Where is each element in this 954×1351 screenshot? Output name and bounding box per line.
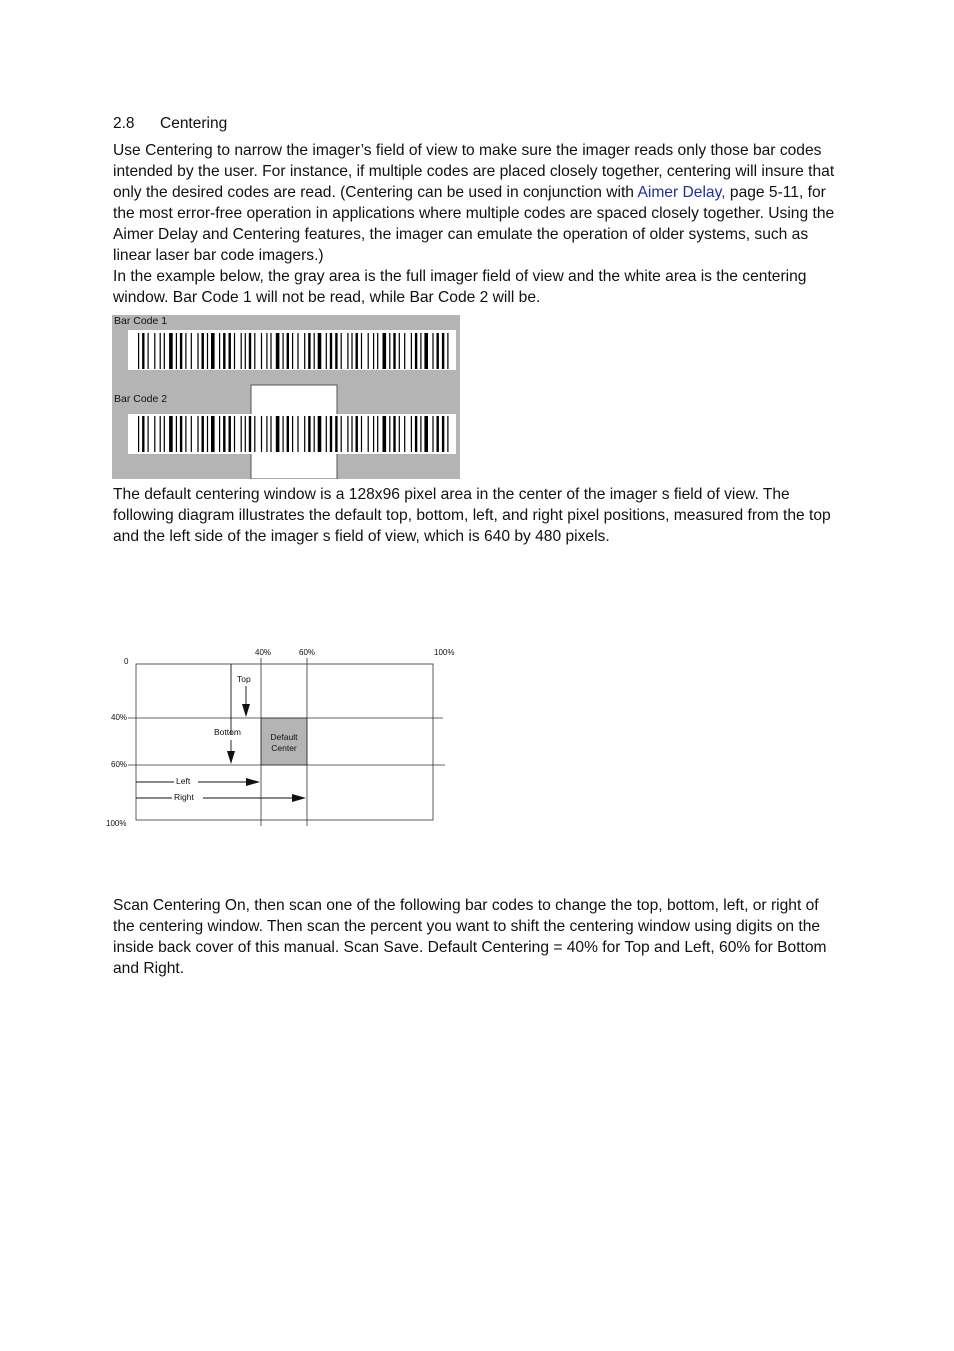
barcode-stripe [148, 416, 149, 452]
barcode-stripe [383, 333, 387, 369]
barcode-stripe [207, 416, 208, 452]
top-tick-40: 40% [255, 648, 272, 657]
intro-paragraph [113, 140, 843, 266]
barcode-stripe [169, 333, 173, 369]
barcode-stripe [292, 416, 293, 452]
barcode-stripe [432, 416, 433, 452]
barcode-stripe [335, 416, 337, 452]
intro-text-start: Use Centering to narrow the imager’s field of view to make sure the imager reads only those bar codes intended by the user. For instance, if multiple codes are placed closely together, centering will insure that only the desired codes are read. (Centering can be used in conjunction with [113, 142, 835, 201]
top-tick-60: 60% [299, 648, 316, 657]
barcode-stripe [361, 416, 362, 452]
barcode-stripe [191, 333, 192, 369]
barcode-stripe [373, 416, 374, 452]
barcode-stripe [411, 333, 412, 369]
centering-diagram [100, 640, 470, 840]
barcode-stripe [347, 416, 348, 452]
barcode-stripe [399, 333, 400, 369]
top-tick-100: 100% [434, 648, 455, 657]
barcode-stripe [207, 333, 208, 369]
barcode-stripe [304, 333, 305, 369]
barcode-stripe [415, 416, 417, 452]
barcode-stripe [160, 416, 161, 452]
barcode-stripe [351, 416, 352, 452]
barcode-stripe [283, 416, 284, 452]
barcode-stripe [142, 416, 144, 452]
barcode-stripe [266, 416, 267, 452]
barcode-stripe [176, 416, 177, 452]
left-tick-100: 100% [106, 819, 127, 828]
barcode-stripe [160, 333, 161, 369]
barcode-stripe [437, 333, 439, 369]
section-number: 2.8 [113, 115, 135, 132]
barcode-stripe [270, 333, 271, 369]
example-paragraph: In the example below, the gray area is the full imager field of view and the white area is the centering window. Bar Code 1 will not be read, while Bar Code 2 will be. [113, 268, 807, 306]
barcode-stripe [442, 333, 444, 369]
barcode-stripe [241, 333, 242, 369]
barcode-stripe [241, 416, 242, 452]
barcode-stripe [447, 416, 448, 452]
barcode-stripe [202, 333, 204, 369]
barcode-stripe [164, 416, 165, 452]
barcode-stripe [399, 416, 400, 452]
barcode-stripe [234, 333, 235, 369]
barcode-stripe [377, 416, 378, 452]
barcode-stripe [234, 416, 235, 452]
barcode-stripe [185, 333, 186, 369]
left-tick-0: 0 [124, 657, 129, 666]
barcode-stripe [245, 416, 246, 452]
barcode-stripe [437, 416, 439, 452]
barcode-stripe [308, 333, 310, 369]
barcode-stripe [318, 416, 322, 452]
left-label: Left [176, 776, 191, 786]
barcode-stripe [148, 333, 149, 369]
barcode-stripe [330, 333, 332, 369]
barcode-stripe [287, 333, 289, 369]
barcode-stripe [270, 416, 271, 452]
barcode-stripe [330, 416, 332, 452]
barcode-stripe [154, 333, 155, 369]
barcode-stripe [229, 416, 231, 452]
barcode-stripe [415, 333, 417, 369]
barcode-stripe [245, 333, 246, 369]
barcode-stripe [180, 333, 182, 369]
barcode-stripe [202, 416, 204, 452]
right-arrow-head [292, 794, 306, 802]
default-center-label-line2: Center [271, 743, 297, 753]
barcode-stripe [389, 333, 390, 369]
barcode-stripe [142, 333, 144, 369]
barcode-stripe [393, 416, 395, 452]
barcode-stripe [249, 416, 251, 452]
barcode-stripe [341, 333, 342, 369]
barcode-stripe [223, 333, 225, 369]
barcode-stripe [411, 416, 412, 452]
barcode-stripe [347, 333, 348, 369]
barcode-stripe [356, 333, 358, 369]
barcode-stripe [211, 333, 215, 369]
barcode-stripe [404, 333, 405, 369]
barcode-stripe [326, 333, 327, 369]
barcode-stripe [223, 416, 225, 452]
barcode-stripe [254, 333, 255, 369]
aimer-delay-link[interactable]: Aimer Delay, [637, 184, 726, 201]
barcode-stripe [219, 416, 220, 452]
barcode-stripe [304, 416, 305, 452]
barcode-stripe [229, 333, 231, 369]
barcode-stripe [169, 416, 173, 452]
barcode-stripe [393, 333, 395, 369]
barcode-stripe [404, 416, 405, 452]
barcode-stripe [335, 333, 337, 369]
barcode-stripe [254, 416, 255, 452]
barcode-stripe [318, 333, 322, 369]
barcode-stripe [424, 416, 428, 452]
barcode-stripe [176, 333, 177, 369]
barcode-stripe [185, 416, 186, 452]
section-heading [113, 115, 227, 133]
barcode-stripe [197, 416, 198, 452]
centering-example-figure [112, 315, 460, 479]
left-tick-40: 40% [111, 713, 128, 722]
barcode-stripe [292, 333, 293, 369]
barcode-stripe [442, 416, 444, 452]
bottom-label: Bottom [214, 727, 241, 737]
barcode-1-label: Bar Code 1 [114, 315, 168, 327]
right-label: Right [174, 792, 194, 802]
barcode-stripe [447, 333, 448, 369]
barcode-stripe [266, 333, 267, 369]
top-label: Top [237, 674, 251, 684]
barcode-stripe [308, 416, 310, 452]
barcode-stripe [276, 416, 280, 452]
barcode-stripe [197, 333, 198, 369]
instructions-paragraph: Scan Centering On, then scan one of the following bar codes to change the top, bottom, left, or right of the centering window. Then scan the percent you want to shift the centering window using digits on the inside back cover of this manual. Scan Save. Default Centering = 40% for Top and Left, 60% for Bottom and Right. [113, 897, 827, 977]
left-arrow-head [246, 778, 260, 786]
barcode-stripe [361, 333, 362, 369]
barcode-stripe [287, 416, 289, 452]
section-title: Centering [160, 115, 228, 132]
barcode-stripe [368, 333, 369, 369]
barcode-stripe [314, 333, 315, 369]
barcode-stripe [424, 333, 428, 369]
barcode-stripe [383, 416, 387, 452]
barcode-stripe [373, 333, 374, 369]
barcode-stripe [297, 416, 298, 452]
barcode-stripe [261, 416, 262, 452]
barcode-stripe [356, 416, 358, 452]
barcode-stripe [261, 333, 262, 369]
barcode-stripe [249, 333, 251, 369]
barcode-stripe [219, 333, 220, 369]
barcode-2-label: Bar Code 2 [114, 393, 168, 405]
barcode-stripe [377, 333, 378, 369]
barcode-stripe [420, 416, 421, 452]
left-tick-60: 60% [111, 760, 128, 769]
barcode-stripe [138, 416, 139, 452]
bottom-arrow-head [227, 751, 235, 764]
barcode-stripe [351, 333, 352, 369]
barcode-stripe [368, 416, 369, 452]
barcode-stripe [164, 333, 165, 369]
top-arrow-head [242, 704, 250, 717]
barcode-stripe [191, 416, 192, 452]
barcode-stripe [389, 416, 390, 452]
barcode-stripe [283, 333, 284, 369]
default-window-paragraph: The default centering window is a 128x96 pixel area in the center of the imager s field of view. The following diagram illustrates the default top, bottom, left, and right pixel positions, measured from the top and the left side of the imager s field of view, which is 640 by 480 pixels. [113, 486, 831, 545]
intro-text-end: page 5-11, for the most error-free operation in applications where multiple codes are spaced closely together. Using the Aimer Delay and Centering features, the imager can emulate the operation of older systems, such as linear laser bar code imagers.) [113, 184, 835, 264]
default-center-label-line1: Default [270, 732, 298, 742]
barcode-stripe [326, 416, 327, 452]
barcode-stripe [276, 333, 280, 369]
barcode-stripe [180, 416, 182, 452]
barcode-stripe [420, 333, 421, 369]
barcode-stripe [211, 416, 215, 452]
barcode-stripe [154, 416, 155, 452]
barcode-stripe [432, 333, 433, 369]
barcode-stripe [341, 416, 342, 452]
barcode-stripe [138, 333, 139, 369]
barcode-stripe [314, 416, 315, 452]
barcode-stripe [297, 333, 298, 369]
